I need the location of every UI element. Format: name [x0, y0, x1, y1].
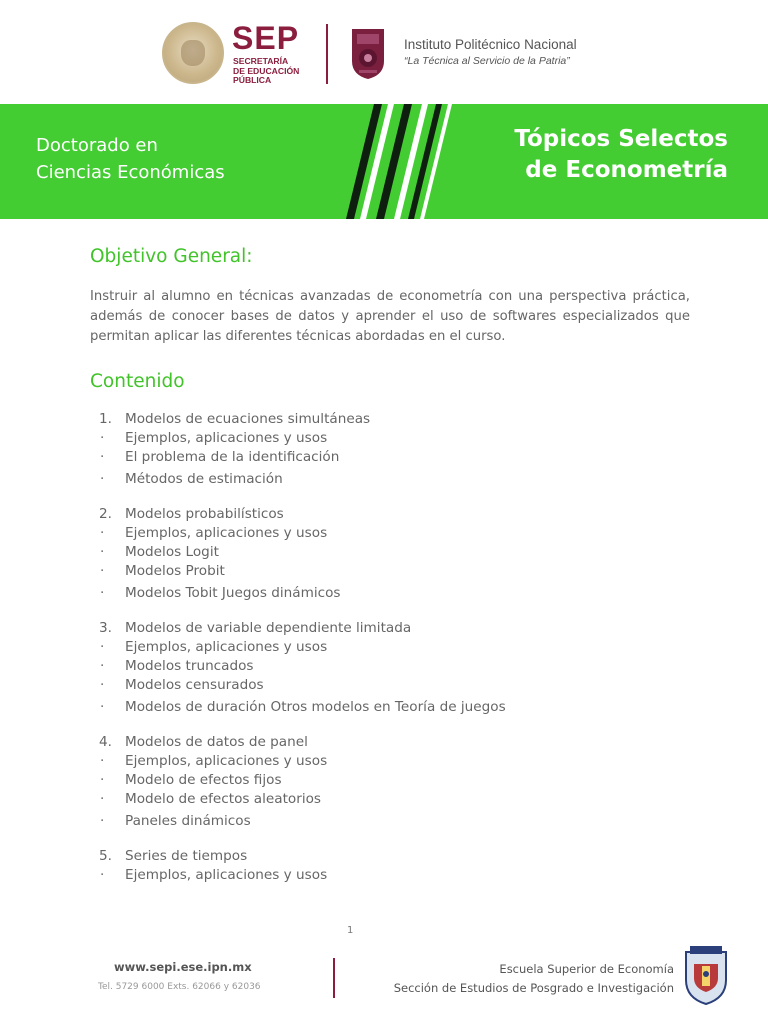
- bullet-icon: ·: [100, 639, 105, 655]
- bullet-icon: ·: [100, 563, 105, 579]
- list-item-text: Ejemplos, aplicaciones y usos: [125, 753, 328, 769]
- list-item: [90, 543, 690, 562]
- sep-subtitle: SECRETARÍA DE EDUCACIÓN PÚBLICA: [233, 56, 300, 86]
- ese-crest-icon: [680, 944, 732, 1006]
- list-item: [90, 584, 690, 603]
- footer-school: Escuela Superior de Economía: [499, 962, 674, 976]
- list-item-text: El problema de la identificación: [125, 449, 340, 465]
- list-item: [90, 866, 690, 885]
- bullet-icon: ·: [100, 585, 105, 601]
- decorative-stripes: [330, 104, 470, 219]
- list-item: [90, 790, 690, 809]
- list-item-text: Métodos de estimación: [125, 471, 283, 487]
- list-item-text: Modelos Tobit Juegos dinámicos: [125, 585, 341, 601]
- title-banner: [0, 104, 768, 219]
- section-title: [90, 733, 690, 752]
- section-title-text: Modelos probabilísticos: [125, 506, 284, 522]
- bullet-icon: ·: [100, 525, 105, 541]
- section-title: [90, 505, 690, 524]
- header-divider: [326, 24, 328, 84]
- ipn-motto: “La Técnica al Servicio de la Patria”: [404, 55, 570, 67]
- page-number: 1: [347, 925, 354, 936]
- list-item-text: Modelos Probit: [125, 563, 225, 579]
- bullet-icon: ·: [100, 658, 105, 674]
- mexico-seal-icon: [162, 22, 224, 84]
- list-item: [90, 562, 690, 581]
- ipn-logo-icon: [348, 25, 388, 81]
- course-title: Tópicos Selectos de Econometría: [514, 126, 728, 183]
- ipn-name: Instituto Politécnico Nacional: [404, 37, 577, 52]
- bullet-icon: ·: [100, 699, 105, 715]
- page-header: [0, 0, 768, 104]
- list-item-text: Ejemplos, aplicaciones y usos: [125, 430, 328, 446]
- content-section: [90, 733, 690, 831]
- list-item: [90, 470, 690, 489]
- section-number: 3.: [99, 620, 112, 636]
- bullet-icon: ·: [100, 430, 105, 446]
- list-item: [90, 524, 690, 543]
- content-section: [90, 619, 690, 717]
- contents-heading: Contenido: [90, 371, 185, 392]
- section-number: 1.: [99, 411, 112, 427]
- bullet-icon: ·: [100, 471, 105, 487]
- bullet-icon: ·: [100, 791, 105, 807]
- list-item: [90, 676, 690, 695]
- bullet-icon: ·: [100, 449, 105, 465]
- list-item-text: Modelos de duración Otros modelos en Teoría de juegos: [125, 699, 506, 715]
- program-title: Doctorado en Ciencias Económicas: [36, 135, 225, 183]
- bullet-icon: ·: [100, 867, 105, 883]
- bullet-icon: ·: [100, 813, 105, 829]
- section-number: 4.: [99, 734, 112, 750]
- list-item: [90, 771, 690, 790]
- list-item: [90, 657, 690, 676]
- list-item-text: Modelos censurados: [125, 677, 264, 693]
- bullet-icon: ·: [100, 753, 105, 769]
- objective-heading: Objetivo General:: [90, 246, 253, 267]
- bullet-icon: ·: [100, 677, 105, 693]
- list-item: [90, 429, 690, 448]
- section-title-text: Series de tiempos: [125, 848, 248, 864]
- content-section: [90, 847, 690, 885]
- list-item: [90, 752, 690, 771]
- section-number: 2.: [99, 506, 112, 522]
- footer-section: Sección de Estudios de Posgrado e Investigación: [393, 981, 674, 995]
- sep-logo-text: SEP: [232, 20, 300, 56]
- footer-divider: [333, 958, 335, 998]
- footer-url[interactable]: www.sepi.ese.ipn.mx: [114, 960, 252, 974]
- contents-list: [90, 410, 690, 885]
- list-item: [90, 698, 690, 717]
- section-title-text: Modelos de variable dependiente limitada: [125, 620, 412, 636]
- list-item-text: Modelos truncados: [125, 658, 254, 674]
- footer-phone: Tel. 5729 6000 Exts. 62066 y 62036: [98, 982, 261, 992]
- list-item-text: Modelos Logit: [125, 544, 219, 560]
- section-title-text: Modelos de ecuaciones simultáneas: [125, 411, 371, 427]
- section-title: [90, 410, 690, 429]
- list-item-text: Modelo de efectos aleatorios: [125, 791, 322, 807]
- section-title: [90, 619, 690, 638]
- bullet-icon: ·: [100, 544, 105, 560]
- list-item-text: Paneles dinámicos: [125, 813, 251, 829]
- list-item: [90, 448, 690, 467]
- list-item: [90, 812, 690, 831]
- list-item-text: Ejemplos, aplicaciones y usos: [125, 525, 328, 541]
- content-section: [90, 410, 690, 489]
- section-number: 5.: [99, 848, 112, 864]
- content-section: [90, 505, 690, 603]
- section-title-text: Modelos de datos de panel: [125, 734, 308, 750]
- list-item: [90, 638, 690, 657]
- section-title: [90, 847, 690, 866]
- list-item-text: Modelo de efectos fijos: [125, 772, 282, 788]
- list-item-text: Ejemplos, aplicaciones y usos: [125, 639, 328, 655]
- objective-text: Instruir al alumno en técnicas avanzadas de econometría con una perspectiva práctica, además de conocer bases de datos y aprender el uso de softwares especializados que permitan aplicar las diferentes técnicas abordadas en el curso.: [90, 289, 690, 344]
- main-content: [90, 246, 690, 901]
- list-item-text: Ejemplos, aplicaciones y usos: [125, 867, 328, 883]
- bullet-icon: ·: [100, 772, 105, 788]
